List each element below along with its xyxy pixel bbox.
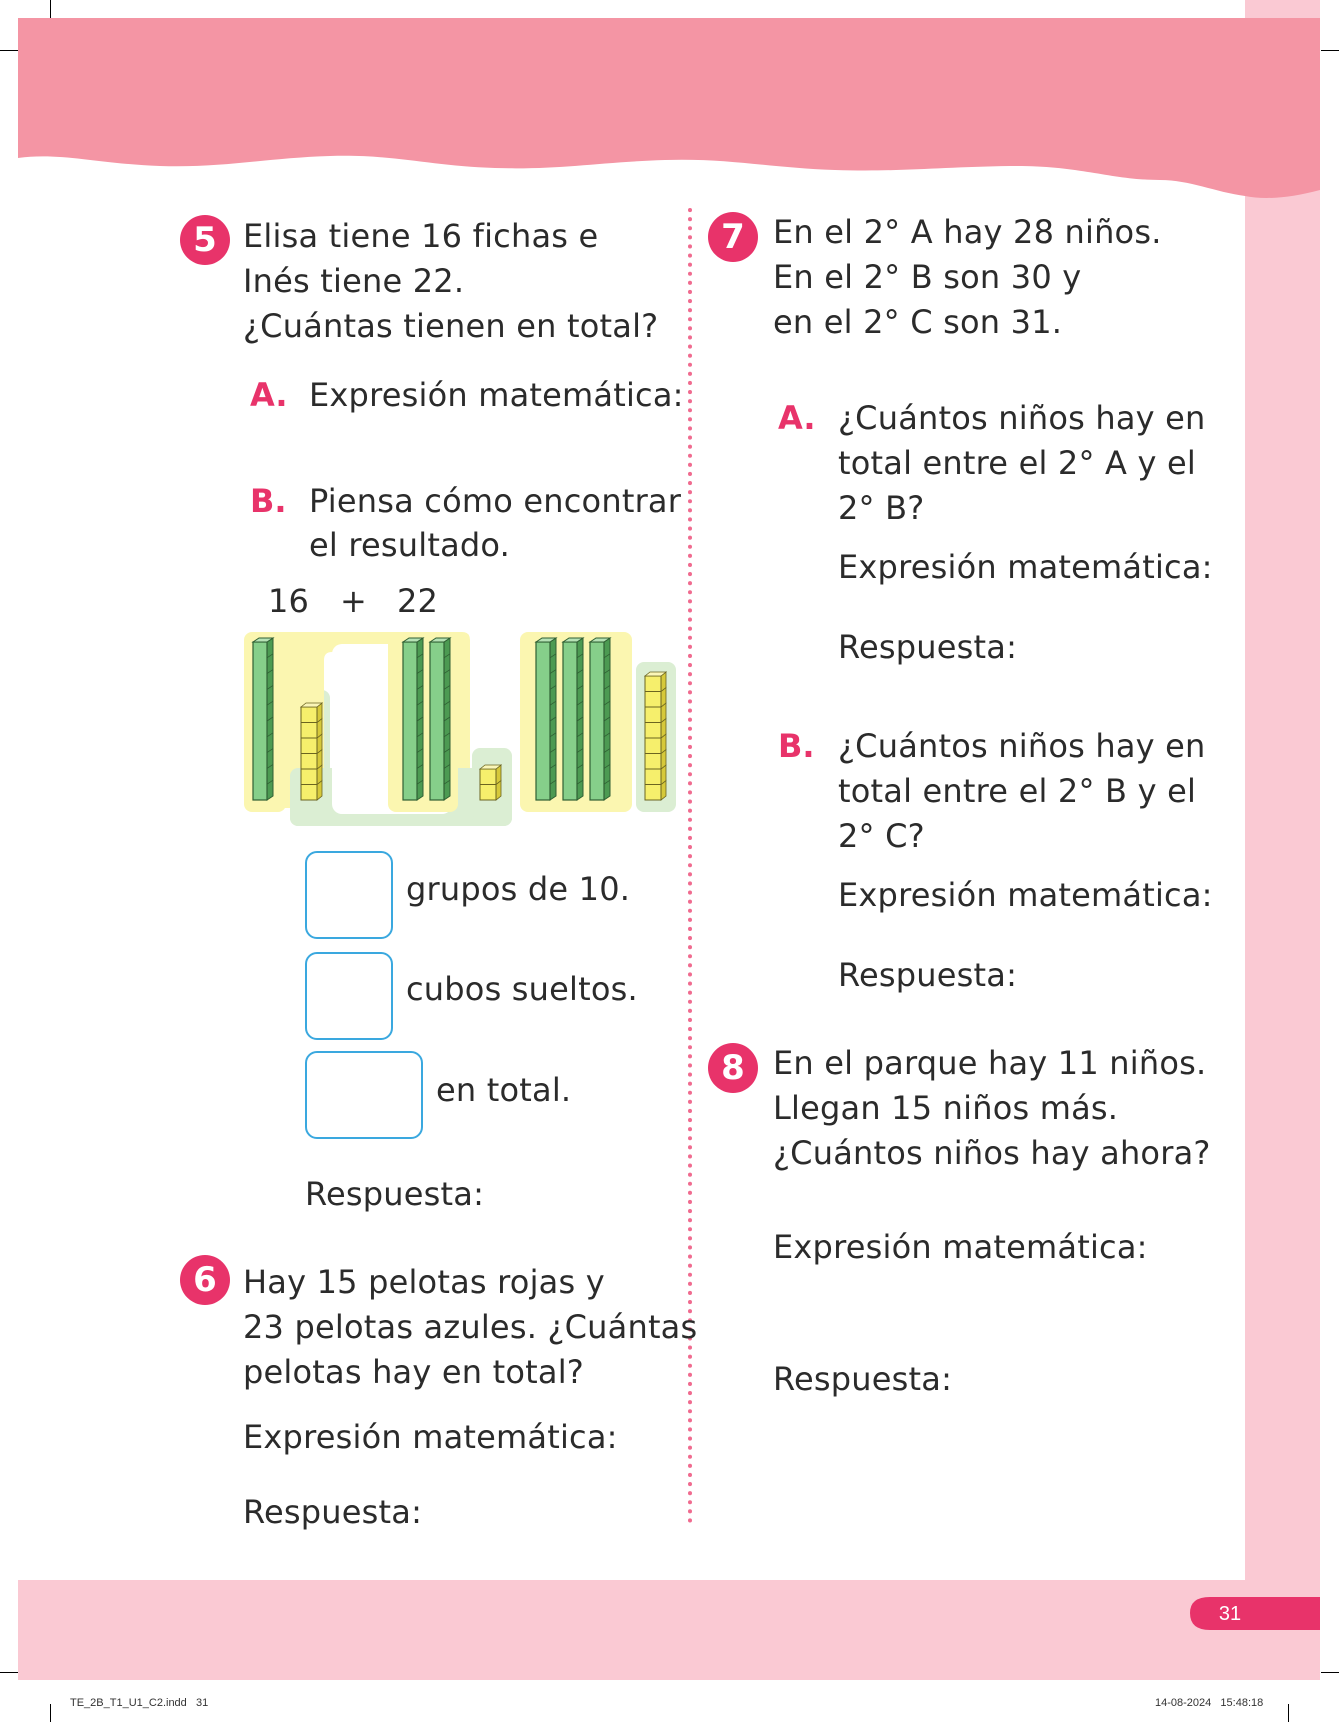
part-b-line-2: total entre el 2° B y el — [838, 772, 1197, 810]
problem-8-line-3: ¿Cuántos niños hay ahora? — [773, 1134, 1211, 1172]
answer-label[interactable]: Respuesta: — [305, 1175, 485, 1213]
loose-cubes-label: cubos sueltos. — [406, 970, 638, 1008]
expression-label[interactable]: Expresión matemática: — [838, 876, 1213, 914]
problem-7-line-3: en el 2° C son 31. — [773, 303, 1063, 341]
problem-6-line-3: pelotas hay en total? — [243, 1353, 584, 1391]
answer-label[interactable]: Respuesta: — [838, 628, 1018, 666]
plus-sign: + — [340, 582, 368, 620]
problem-number-badge: 6 — [180, 1255, 230, 1305]
part-b-line-2: el resultado. — [309, 526, 510, 564]
problem-8-line-2: Llegan 15 niños más. — [773, 1089, 1119, 1127]
part-b-line-3: 2° C? — [838, 817, 925, 855]
side-band — [1245, 0, 1320, 1650]
problem-8-line-1: En el parque hay 11 niños. — [773, 1044, 1207, 1082]
part-a-line-2: total entre el 2° A y el — [838, 444, 1197, 482]
problem-5-line-1: Elisa tiene 16 fichas e — [243, 217, 599, 255]
problem-7-line-1: En el 2° A hay 28 niños. — [773, 213, 1162, 251]
answer-label[interactable]: Respuesta: — [243, 1493, 423, 1531]
problem-6-line-2: 23 pelotas azules. ¿Cuántas — [243, 1308, 698, 1346]
problem-number-badge: 5 — [180, 215, 230, 265]
loose-cubes-answer-box[interactable] — [305, 952, 393, 1040]
ten-rod — [590, 638, 610, 800]
part-b-line-1: Piensa cómo encontrar — [309, 482, 682, 520]
part-b-line-1: ¿Cuántos niños hay en — [838, 727, 1206, 765]
groups-of-ten-answer-box[interactable] — [305, 851, 393, 939]
problem-5-line-2: Inés tiene 22. — [243, 262, 465, 300]
content-panel — [18, 150, 1245, 1580]
expression-label[interactable]: Expresión matemática: — [243, 1418, 618, 1456]
part-a-line-3: 2° B? — [838, 489, 925, 527]
problem-5-line-3: ¿Cuántas tienen en total? — [243, 307, 659, 345]
addend-22: 22 — [397, 582, 439, 620]
page-number: 31 — [1218, 1603, 1242, 1625]
problem-7-line-2: En el 2° B son 30 y — [773, 258, 1082, 296]
slug-file-info: TE_2B_T1_U1_C2.indd 31 — [70, 1697, 209, 1709]
expression-label: Expresión matemática: — [309, 376, 684, 414]
part-a-line-1: ¿Cuántos niños hay en — [838, 399, 1206, 437]
problem-number-badge: 7 — [708, 212, 758, 262]
total-label: en total. — [436, 1071, 572, 1109]
groups-of-ten-label: grupos de 10. — [406, 870, 631, 908]
part-a-letter: A. — [778, 399, 816, 437]
answer-label[interactable]: Respuesta: — [773, 1360, 953, 1398]
part-b-letter: B. — [778, 727, 815, 765]
expression-label[interactable]: Expresión matemática: — [773, 1228, 1148, 1266]
problem-number-badge: 8 — [708, 1043, 758, 1093]
part-a-letter: A. — [250, 376, 288, 414]
ten-rod — [430, 638, 450, 800]
part-b-letter: B. — [250, 482, 287, 520]
ten-rod — [253, 638, 273, 800]
total-answer-box[interactable] — [305, 1051, 423, 1139]
addend-16: 16 — [268, 582, 310, 620]
answer-label[interactable]: Respuesta: — [838, 956, 1018, 994]
base-ten-blocks-illustration — [240, 628, 680, 828]
unit-cube — [645, 672, 666, 692]
footer-band — [18, 1580, 1320, 1680]
problem-6-line-1: Hay 15 pelotas rojas y — [243, 1263, 605, 1301]
unit-cube — [301, 703, 322, 723]
expression-label[interactable]: Expresión matemática: — [838, 548, 1213, 586]
ten-rod — [403, 638, 423, 800]
ten-rod — [563, 638, 583, 800]
ten-rod — [536, 638, 556, 800]
slug-timestamp: 14-08-2024 15:48:18 — [1155, 1697, 1264, 1709]
unit-cube — [480, 765, 501, 785]
